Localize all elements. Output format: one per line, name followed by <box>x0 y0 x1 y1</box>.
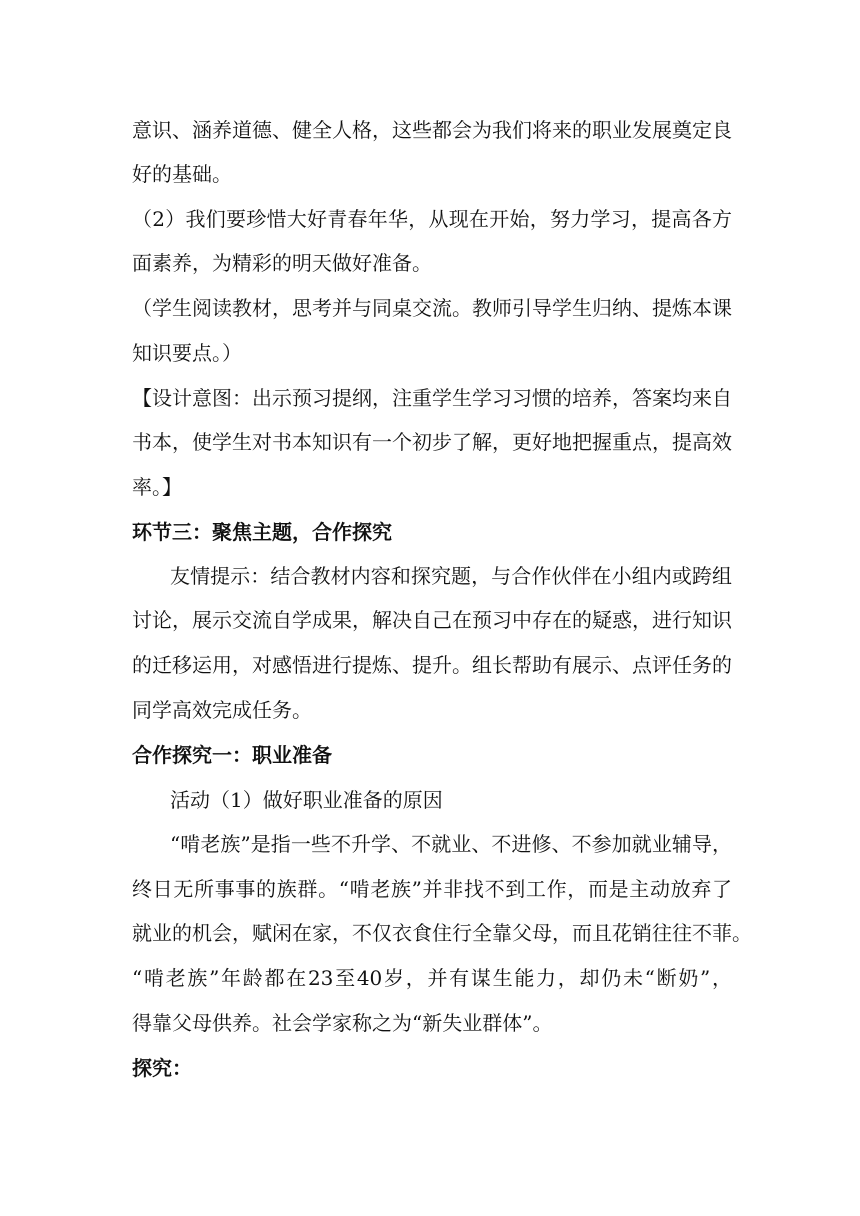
student-activity-note: （学生阅读教材，思考并与同桌交流。教师引导学生归纳、提炼本课 <box>132 296 732 320</box>
body-text-line: 的迁移运用，对感悟进行提炼、提升。组长帮助有展示、点评任务的 <box>132 653 732 677</box>
body-text-line: 友情提示：结合教材内容和探究题，与合作伙伴在小组内或跨组 <box>170 564 732 588</box>
design-intent-note: 率。】 <box>132 475 182 499</box>
material-text-line: 得靠父母供养。社会学家称之为“新失业群体”。 <box>132 1011 553 1035</box>
design-intent-note: 【设计意图：出示预习提纲，注重学生学习习惯的培养，答案均来自 <box>132 386 732 410</box>
body-text-line: 同学高效完成任务。 <box>132 698 312 722</box>
material-text-line: “啃老族”是指一些不升学、不就业、不进修、不参加就业辅导， <box>170 832 732 856</box>
section-heading: 环节三：聚焦主题，合作探究 <box>132 520 392 544</box>
material-text-line: 就业的机会，赋闲在家，不仅衣食住行全靠父母，而且花销往往不菲。 <box>132 921 752 945</box>
subsection-heading: 合作探究一：职业准备 <box>132 743 332 767</box>
body-text-line: （2）我们要珍惜大好青春年华，从现在开始，努力学习，提高各方 <box>132 207 732 231</box>
material-text-line: “啃老族”年龄都在23至40岁，并有谋生能力，却仍未“断奶”， <box>132 966 732 990</box>
material-text-line: 终日无所事事的族群。“啃老族”并非找不到工作，而是主动放弃了 <box>132 877 732 901</box>
body-text-line: 面素养，为精彩的明天做好准备。 <box>132 251 432 275</box>
inquiry-label: 探究： <box>132 1056 192 1080</box>
design-intent-note: 书本，使学生对书本知识有一个初步了解，更好地把握重点，提高效 <box>132 430 732 454</box>
body-text-line: 好的基础。 <box>132 162 232 186</box>
activity-title: 活动（1）做好职业准备的原因 <box>170 788 443 812</box>
body-text-line: 讨论，展示交流自学成果，解决自己在预习中存在的疑惑，进行知识 <box>132 608 732 632</box>
body-text-line: 意识、涵养道德、健全人格，这些都会为我们将来的职业发展奠定良 <box>132 118 732 142</box>
student-activity-note: 知识要点。） <box>132 341 242 365</box>
